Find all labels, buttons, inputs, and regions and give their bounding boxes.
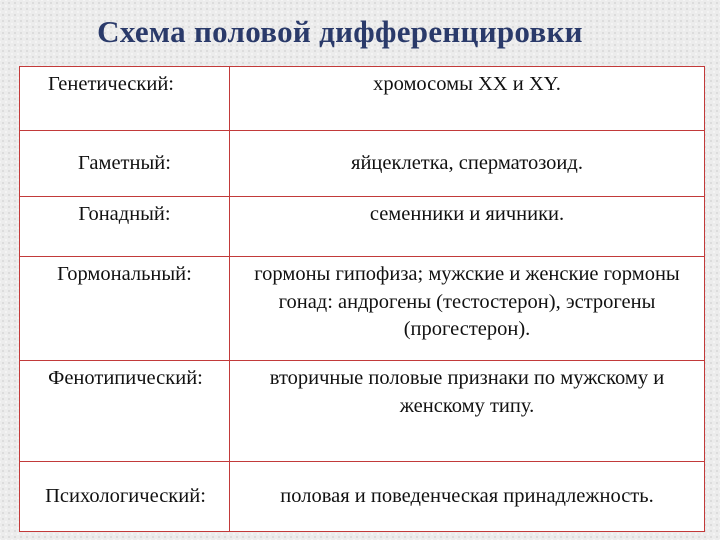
row-value-gametic: яйцеклетка, сперматозоид. [230, 131, 705, 197]
row-label-genetic: Генетический: [20, 67, 230, 131]
row-label-phenotypic: Фенотипический: [20, 361, 230, 462]
differentiation-table [19, 66, 705, 532]
table-row-hormonal [20, 257, 705, 361]
row-label-hormonal: Гормональный: [20, 257, 230, 361]
row-value-genetic: хромосомы XX и XY. [230, 67, 705, 131]
table-row-genetic [20, 67, 705, 131]
table-row-gonadal [20, 197, 705, 257]
row-value-hormonal: гормоны гипофиза; мужские и женские гормоны гонад: андрогены (тестостерон), эстрогены (прогестерон). [230, 257, 705, 361]
table-row-phenotypic [20, 361, 705, 462]
row-value-phenotypic: вторичные половые признаки по мужскому и женскому типу. [230, 361, 705, 462]
row-label-psychological: Психологический: [20, 462, 230, 532]
row-label-gonadal: Гонадный: [20, 197, 230, 257]
row-label-gametic: Гаметный: [20, 131, 230, 197]
row-value-gonadal: семенники и яичники. [230, 197, 705, 257]
row-value-psychological: половая и поведенческая принадлежность. [230, 462, 705, 532]
table-row-gametic [20, 131, 705, 197]
table-row-psychological [20, 462, 705, 532]
slide-title: Схема половой дифференцировки [97, 14, 583, 49]
